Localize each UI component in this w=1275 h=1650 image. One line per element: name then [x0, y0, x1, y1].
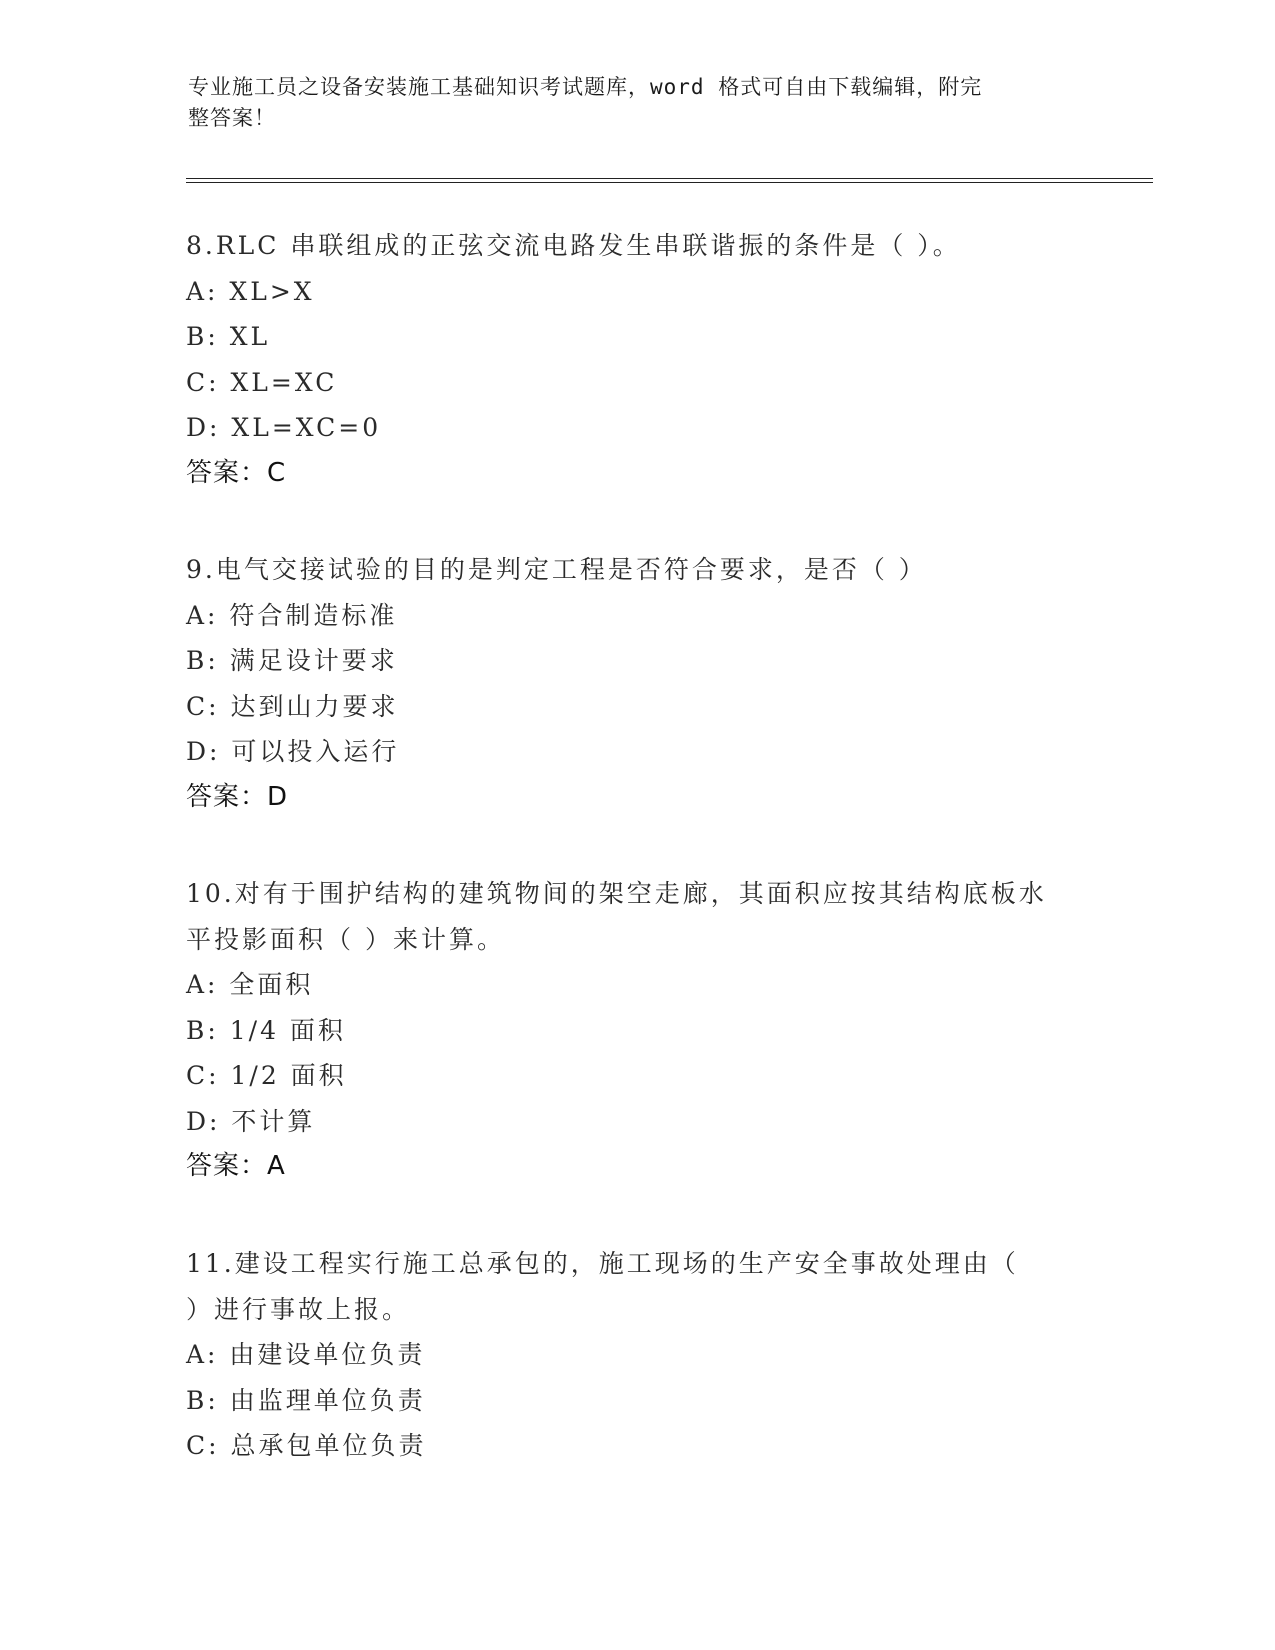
answer: 答案：A — [186, 1151, 286, 1181]
question-stem: 9.电气交接试验的目的是判定工程是否符合要求，是否（ ） — [186, 555, 927, 584]
answer: 答案：C — [186, 457, 287, 488]
question-11 — [186, 1241, 1086, 1469]
option-c: C: 总承包单位负责 — [186, 1431, 427, 1460]
option-c: C: XL=XC — [186, 367, 338, 397]
option-d: D: XL=XC=0 — [186, 413, 382, 442]
answer: 答案：D — [186, 781, 289, 812]
question-8 — [186, 223, 1086, 496]
question-stem-line-1: 11.建设工程实行施工总承包的，施工现场的生产安全事故处理由（ — [186, 1249, 1019, 1278]
question-stem-line-2: ）进行事故上报。 — [186, 1294, 411, 1324]
document-header — [188, 72, 1068, 134]
question-9 — [186, 547, 1086, 820]
option-a: A: 符合制造标准 — [186, 600, 398, 630]
header-line-1: 专业施工员之设备安装施工基础知识考试题库，word 格式可自由下载编辑，附完 — [188, 75, 983, 99]
option-d: D: 不计算 — [186, 1106, 316, 1136]
option-b: B: XL — [186, 322, 271, 351]
option-d: D: 可以投入运行 — [186, 737, 400, 766]
header-line-2: 整答案！ — [188, 106, 276, 130]
option-a: A: XL>X — [186, 276, 315, 306]
option-c: C: 1/2 面积 — [186, 1061, 347, 1090]
option-c: C: 达到山力要求 — [186, 691, 399, 721]
question-10 — [186, 871, 1086, 1190]
option-a: A: 由建设单位负责 — [186, 1340, 426, 1369]
option-b: B: 由监理单位负责 — [186, 1385, 426, 1415]
option-a: A: 全面积 — [186, 970, 314, 999]
question-stem-line-2: 平投影面积（ ）来计算。 — [186, 924, 505, 954]
option-b: B: 满足设计要求 — [186, 646, 398, 675]
header-divider — [186, 178, 1153, 183]
option-b: B: 1/4 面积 — [186, 1015, 346, 1045]
question-stem-line-1: 10.对有于围护结构的建筑物间的架空走廊，其面积应按其结构底板水 — [186, 879, 1047, 908]
question-stem: 8.RLC 串联组成的正弦交流电路发生串联谐振的条件是（ ）。 — [186, 231, 961, 260]
